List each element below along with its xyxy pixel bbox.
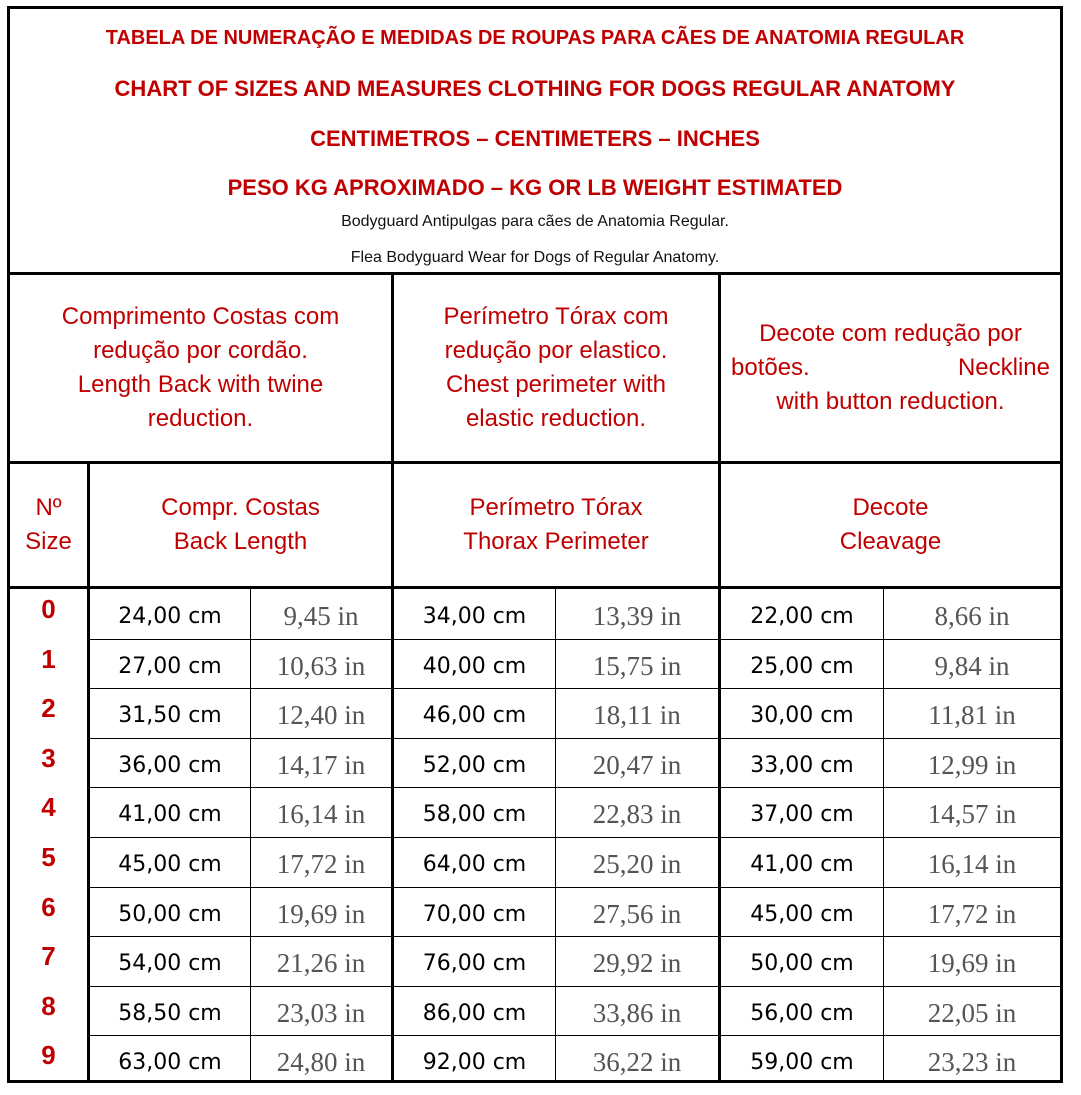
back-length-inches: 10,63 in <box>276 650 366 681</box>
thorax-perimeter-inches: 25,20 in <box>592 849 682 879</box>
row-divider <box>87 887 1060 888</box>
back-length-cm: 54,00 cm <box>118 951 222 977</box>
thorax-perimeter-cm: 64,00 cm <box>422 852 527 877</box>
desc-chest-perimeter <box>394 275 718 461</box>
cleavage-inches: 12,99 in <box>927 749 1017 780</box>
cleavage-cm: 41,00 cm <box>750 852 854 877</box>
desc-back-length <box>10 275 391 461</box>
thorax-perimeter-inches: 15,75 in <box>592 650 682 681</box>
weight-line: PESO KG APROXIMADO – KG OR LB WEIGHT ESTIMATED <box>227 175 843 200</box>
cleavage-cm: 45,00 cm <box>750 901 854 927</box>
desc-back-line: Comprimento Costas com <box>61 303 340 330</box>
desc-chest-line: elastic reduction. <box>465 405 647 432</box>
desc-chest-line: Perímetro Tórax com <box>443 303 669 330</box>
thorax-perimeter-cm: 46,00 cm <box>422 703 527 729</box>
back-length-cm: 41,00 cm <box>118 802 222 828</box>
table-row <box>10 887 1060 936</box>
table-row <box>10 639 1060 688</box>
size-number: 4 <box>41 792 56 823</box>
table-row <box>10 589 1060 638</box>
cleavage-inches: 8,66 in <box>934 601 1010 631</box>
cleavage-inches: 22,05 in <box>927 997 1017 1028</box>
back-length-inches: 24,80 in <box>276 1047 366 1078</box>
thorax-perimeter-cm: 92,00 cm <box>422 1050 527 1076</box>
column-header-cleavage <box>721 464 1060 586</box>
table-row <box>10 787 1060 836</box>
row-divider <box>87 787 1060 788</box>
size-chart-sheet <box>7 6 1063 1083</box>
size-number: 1 <box>41 643 56 674</box>
back-length-cm: 63,00 cm <box>118 1050 222 1076</box>
column-header-line: Back Length <box>173 528 308 555</box>
back-length-inches: 12,40 in <box>276 700 366 731</box>
back-length-inches: 9,45 in <box>283 601 359 631</box>
desc-back-line: redução por cordão. <box>93 337 308 364</box>
thorax-perimeter-cm: 40,00 cm <box>422 653 527 679</box>
size-number: 9 <box>41 1040 56 1071</box>
cleavage-inches: 23,23 in <box>927 1047 1017 1078</box>
row-divider <box>87 1035 1060 1036</box>
table-row <box>10 837 1060 886</box>
chart-header <box>10 9 1060 275</box>
product-line-english: Flea Bodyguard Wear for Dogs of Regular Anatomy. <box>350 249 720 266</box>
row-divider <box>87 837 1060 838</box>
back-length-inches: 16,14 in <box>276 799 366 830</box>
back-length-inches: 14,17 in <box>276 749 366 780</box>
thorax-perimeter-inches: 13,39 in <box>592 601 682 631</box>
product-line-portuguese: Bodyguard Antipulgas para cães de Anatomia Regular. <box>341 213 729 230</box>
row-divider <box>87 639 1060 640</box>
title-english: CHART OF SIZES AND MEASURES CLOTHING FOR DOGS REGULAR ANATOMY <box>114 76 956 101</box>
desc-back-line: Length Back with twine <box>77 371 324 398</box>
column-header-size <box>10 464 87 586</box>
back-length-inches: 21,26 in <box>276 948 366 979</box>
desc-back-line: reduction. <box>147 405 254 432</box>
thorax-perimeter-inches: 20,47 in <box>592 749 682 780</box>
back-length-cm: 31,50 cm <box>118 703 222 729</box>
back-length-cm: 27,00 cm <box>118 653 222 679</box>
column-header-line: Size <box>25 528 72 555</box>
cleavage-cm: 22,00 cm <box>750 604 854 629</box>
cleavage-cm: 33,00 cm <box>750 752 854 778</box>
cleavage-inches: 17,72 in <box>927 898 1017 929</box>
units-line: CENTIMETROS – CENTIMETERS – INCHES <box>310 126 760 151</box>
cleavage-cm: 50,00 cm <box>750 951 854 977</box>
thorax-perimeter-cm: 76,00 cm <box>422 951 527 977</box>
column-header-line: Thorax Perimeter <box>463 528 649 555</box>
back-length-cm: 58,50 cm <box>118 1000 222 1026</box>
desc-neckline <box>721 275 1060 461</box>
thorax-perimeter-cm: 86,00 cm <box>422 1000 527 1026</box>
thorax-perimeter-cm: 58,00 cm <box>422 802 527 828</box>
size-number: 7 <box>41 941 56 972</box>
table-row <box>10 688 1060 737</box>
thorax-perimeter-cm: 34,00 cm <box>422 604 527 629</box>
desc-chest-line: Chest perimeter with <box>445 371 667 398</box>
cleavage-cm: 37,00 cm <box>750 802 854 828</box>
cleavage-cm: 30,00 cm <box>750 703 854 729</box>
size-number: 6 <box>41 891 56 922</box>
column-header-line: Cleavage <box>839 528 942 555</box>
column-header-line: Compr. Costas <box>161 494 320 521</box>
table-row <box>10 1035 1060 1084</box>
size-number: 5 <box>41 842 56 872</box>
column-header-thorax-perimeter <box>394 464 718 586</box>
cleavage-cm: 59,00 cm <box>750 1050 854 1076</box>
table-row <box>10 986 1060 1035</box>
back-length-inches: 23,03 in <box>276 997 366 1028</box>
size-number: 3 <box>41 742 56 773</box>
back-length-cm: 36,00 cm <box>118 752 222 778</box>
desc-neck-word: botões. <box>731 354 810 381</box>
desc-neck-line: with button reduction. <box>776 388 1005 415</box>
table-row <box>10 936 1060 985</box>
thorax-perimeter-inches: 22,83 in <box>592 799 682 830</box>
size-number: 0 <box>41 594 56 624</box>
row-divider <box>87 936 1060 937</box>
column-header-line: Perímetro Tórax <box>469 494 643 521</box>
title-portuguese: TABELA DE NUMERAÇÃO E MEDIDAS DE ROUPAS PARA CÃES DE ANATOMIA REGULAR <box>105 27 965 49</box>
row-divider <box>87 688 1060 689</box>
column-header-line: Decote <box>852 494 929 521</box>
desc-neck-word: Neckline <box>957 354 1050 381</box>
back-length-cm: 50,00 cm <box>118 901 222 927</box>
desc-chest-line: redução por elastico. <box>444 337 668 364</box>
size-number: 8 <box>41 990 56 1021</box>
thorax-perimeter-inches: 18,11 in <box>593 700 681 731</box>
size-number: 2 <box>41 693 56 724</box>
back-length-cm: 24,00 cm <box>118 604 222 629</box>
cleavage-inches: 14,57 in <box>927 799 1017 830</box>
back-length-cm: 45,00 cm <box>118 852 222 877</box>
cleavage-inches: 19,69 in <box>927 948 1017 979</box>
thorax-perimeter-inches: 27,56 in <box>592 898 682 929</box>
desc-neck-split-line <box>731 351 1050 385</box>
back-length-inches: 17,72 in <box>276 849 366 879</box>
divider-line <box>10 461 1060 464</box>
cleavage-inches: 16,14 in <box>927 849 1017 879</box>
table-row <box>10 738 1060 787</box>
thorax-perimeter-cm: 52,00 cm <box>422 752 527 778</box>
cleavage-cm: 25,00 cm <box>750 653 854 679</box>
row-divider <box>87 986 1060 987</box>
desc-neck-line: Decote com redução por <box>759 320 1022 347</box>
cleavage-cm: 56,00 cm <box>750 1000 854 1026</box>
thorax-perimeter-inches: 36,22 in <box>592 1047 682 1078</box>
cleavage-inches: 11,81 in <box>928 700 1016 731</box>
cleavage-inches: 9,84 in <box>934 650 1010 681</box>
column-header-back-length <box>90 464 391 586</box>
row-divider <box>87 738 1060 739</box>
column-header-line: Nº <box>35 494 62 521</box>
thorax-perimeter-cm: 70,00 cm <box>422 901 527 927</box>
thorax-perimeter-inches: 33,86 in <box>592 997 682 1028</box>
back-length-inches: 19,69 in <box>276 898 366 929</box>
thorax-perimeter-inches: 29,92 in <box>592 948 682 979</box>
